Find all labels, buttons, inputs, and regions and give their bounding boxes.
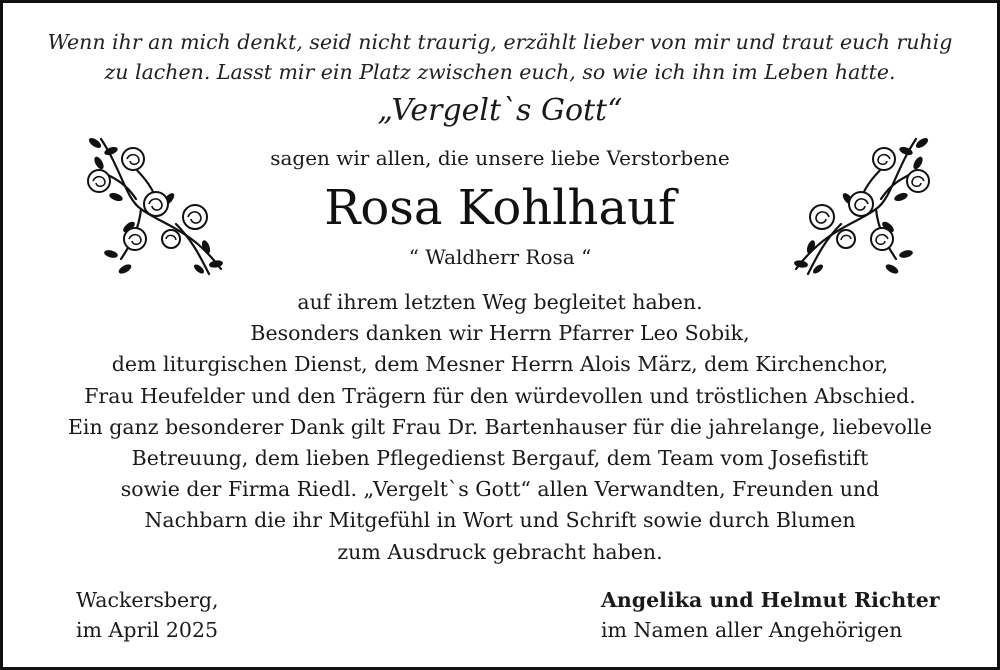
memorial-quote [43, 27, 957, 87]
body-line: zum Ausdruck gebracht haben. [337, 539, 663, 564]
quote-line: Wenn ihr an mich denkt, seid nicht traurig, erzählt lieber von mir und traut euch ruhig [47, 30, 953, 54]
quote-line: zu lachen. Lasst mir ein Platz zwischen euch, so wie ich ihn im Leben hatte. [104, 60, 896, 84]
deceased-name: Rosa Kohlhauf [324, 180, 676, 236]
place-and-date [76, 585, 219, 645]
place-city: Wackersberg, [76, 588, 219, 612]
signer-names: Angelika und Helmut Richter [601, 588, 940, 612]
deceased-nickname: “ Waldherr Rosa “ [408, 245, 592, 269]
thanks-body [23, 287, 977, 568]
body-line: Besonders danken wir Herrn Pfarrer Leo Sobik, [250, 321, 750, 346]
body-line: Ein ganz besonderer Dank gilt Frau Dr. Bartenhauser für die jahrelange, liebevolle [67, 414, 933, 439]
body-line: dem liturgischen Dienst, dem Mesner Herrn Alois März, dem Kirchenchor, [111, 352, 889, 377]
body-line: auf ihrem letzten Weg begleitet haben. [297, 290, 703, 314]
signature-block [601, 585, 940, 645]
body-line: sowie der Firma Riedl. „Vergelt`s Gott“ allen Verwandten, Freunden und [120, 477, 880, 502]
signer-subtitle: im Namen aller Angehörigen [601, 618, 903, 642]
intro-text: sagen wir allen, die unsere liebe Verstorbene [270, 146, 730, 170]
thanks-heading: „Vergelt`s Gott“ [377, 93, 623, 128]
body-line: Betreuung, dem lieben Pflegedienst Bergauf, dem Team vom Josefistift [131, 446, 869, 471]
body-line: Frau Heufelder und den Trägern für den würdevollen und tröstlichen Abschied. [84, 383, 916, 408]
body-line: Nachbarn die ihr Mitgefühl in Wort und Schrift sowie durch Blumen [144, 508, 856, 533]
place-date: im April 2025 [76, 618, 219, 642]
